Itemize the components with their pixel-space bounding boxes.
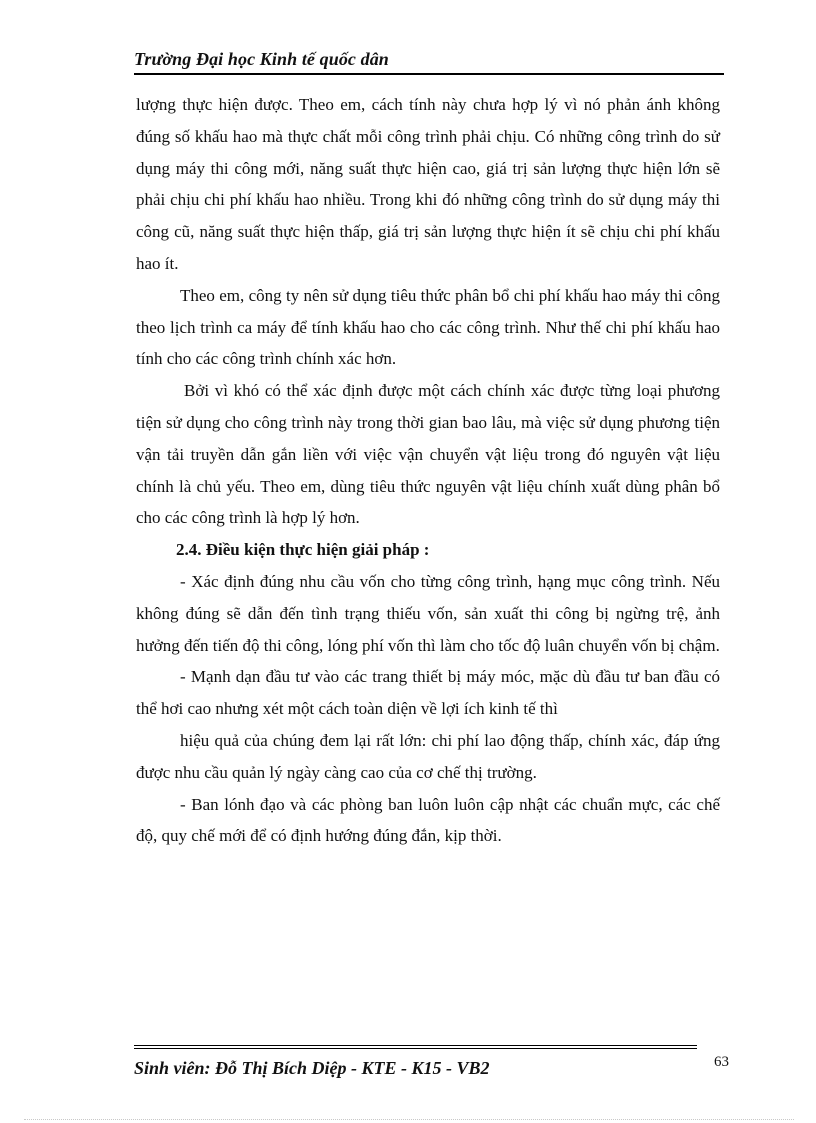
paragraph-6: hiệu quả của chúng đem lại rất lớn: chi phí lao động thấp, chính xác, đáp ứng được nhu cầu quản lý ngày càng cao của cơ chế thị trường. xyxy=(136,730,720,782)
header-title: Trường Đại học Kinh tế quốc dân xyxy=(134,49,389,69)
page-edge-divider xyxy=(24,1119,794,1120)
paragraph-4: - Xác định đúng nhu cầu vốn cho từng công trình, hạng mục công trình. Nếu không đúng sẽ dẫn đến tình trạng thiếu vốn, sản xuất thi công bị ngừng trệ, ảnh hưởng đến tiến độ thi công, lóng phí vốn thì làm cho tốc độ luân chuyển vốn bị chậm. xyxy=(136,571,720,655)
page-footer xyxy=(134,1045,697,1080)
paragraph-2: Theo em, công ty nên sử dụng tiêu thức phân bổ chi phí khấu hao máy thi công theo lịch trình ca máy để tính khấu hao cho các công trình. Như thế chi phí khấu hao tính cho các công trình chính xác hơn. xyxy=(136,285,720,369)
section-heading: 2.4. Điều kiện thực hiện giải pháp : xyxy=(176,540,430,560)
footer-student: Sinh viên: Đỗ Thị Bích Diệp - KTE - K15 - VB2 xyxy=(134,1058,490,1078)
paragraph-1: lượng thực hiện được. Theo em, cách tính này chưa hợp lý vì nó phản ánh không đúng số khấu hao mà thực chất mỗi công trình phải chịu. Có những công trình do sử dụng máy thi công mới, năng suất thực hiện cao, giá trị sản lượng thực hiện lớn sẽ phải chịu chi phí khấu hao nhiều. Trong khi đó những công trình do sử dụng máy thi công cũ, năng suất thực hiện thấp, giá trị sản lượng thực hiện ít sẽ chịu chi phí khấu hao ít. xyxy=(136,95,720,273)
paragraph-5: - Mạnh dạn đầu tư vào các trang thiết bị máy móc, mặc dù đầu tư ban đầu có thể hơi cao nhưng xét một cách toàn diện về lợi ích kinh tế thì xyxy=(136,667,720,719)
paragraph-7: - Ban lónh đạo và các phòng ban luôn luôn cập nhật các chuẩn mực, các chế độ, quy chế mới để có định hướng đúng đắn, kịp thời. xyxy=(136,794,720,846)
header-rule xyxy=(134,73,724,75)
footer-rule xyxy=(134,1045,697,1049)
body-text xyxy=(136,89,720,852)
paragraph-3: Bởi vì khó có thể xác định được một cách chính xác được từng loại phương tiện sử dụng cho công trình này trong thời gian bao lâu, mà việc sử dụng phương tiện vận tải truyền dẫn gắn liền với việc vận chuyển vật liệu trong đó nguyên vật liệu chính là chủ yếu. Theo em, dùng tiêu thức nguyên vật liệu chính xuất dùng phân bổ cho các công trình là hợp lý hơn. xyxy=(136,381,720,528)
page-header xyxy=(134,46,724,75)
page-number: 63 xyxy=(714,1054,729,1070)
